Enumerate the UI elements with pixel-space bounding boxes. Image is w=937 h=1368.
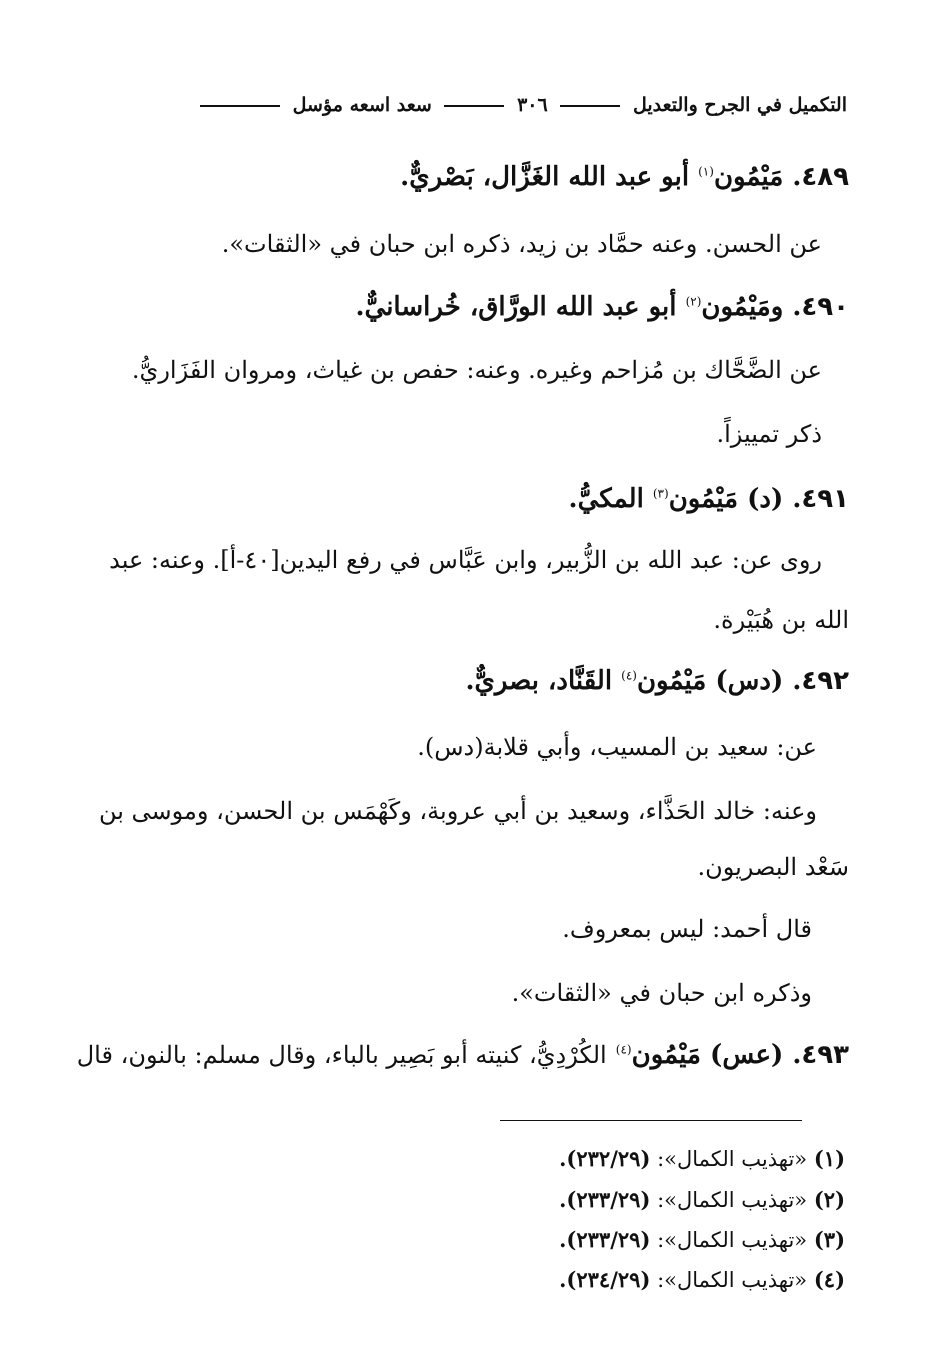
entry-number: ٤٨٩: [801, 162, 849, 192]
running-head-rule: [444, 105, 504, 107]
paragraph: عن: سعيد بن المسيب، وأبي قلابة(دس).: [417, 733, 817, 761]
footnote-reference: (٢٣٣/٢٩).: [559, 1187, 651, 1212]
running-head-title: التكميل في الجرح والتعديل: [632, 94, 847, 116]
footnote-reference: (٢٣٣/٢٩).: [559, 1227, 651, 1252]
paragraph: عن الضَّحَّاك بن مُزاحم وغيره. وعنه: حفص بن غياث، ومروان الفَزَاريُّ.: [131, 356, 822, 384]
entry-number: ٤٩٣: [801, 1040, 849, 1070]
footnote-2: [559, 1187, 845, 1212]
footnote-label: (٤): [813, 1267, 845, 1292]
running-head-decor: سعد اسعه مؤسل: [292, 94, 432, 116]
entry-heading-490: ٤٩٠. ومَيْمُون$^{(٢)}$ أبو عبد الله الورَّاق، خُراسانيٌّ.: [355, 292, 849, 322]
footnote-marker: (٣): [652, 486, 669, 501]
footnote-label: (١): [813, 1146, 845, 1171]
paragraph: وذكره ابن حبان في «الثقات».: [511, 979, 812, 1007]
footnote-4: [559, 1267, 845, 1292]
footnote-1: [559, 1146, 845, 1171]
footnote-3: [559, 1227, 845, 1252]
entry-description: الكُرْدِيُّ، كنيته أبو بَصِير بالباء، وقال مسلم: بالنون، قال: [76, 1041, 607, 1069]
paragraph: ذكر تمييزاً.: [716, 420, 822, 448]
entry-name: مَيْمُون: [631, 1040, 701, 1070]
entry-heading-491: ٤٩١. (د) مَيْمُون$^{(٣)}$ المكيُّ.: [568, 484, 849, 514]
entry-description: القَنَّاد، بصريٌّ.: [465, 666, 613, 696]
entry-name: مَيْمُون: [713, 162, 784, 192]
entry-heading-493: ٤٩٣. (عس) مَيْمُون$^{(٤)}$ الكُرْدِيُّ، كنيته أبو بَصِير بالباء، وقال مسلم: بالنون، قال: [76, 1040, 849, 1070]
paragraph: سَعْد البصريون.: [697, 853, 849, 881]
footnote-text: «تهذيب الكمال»:: [657, 1147, 808, 1171]
paragraph: عن الحسن. وعنه حمَّاد بن زيد، ذكره ابن حبان في «الثقات».: [221, 230, 822, 258]
running-head: [194, 94, 847, 116]
footnote-label: (٢): [813, 1187, 845, 1212]
paragraph: روى عن: عبد الله بن الزُّبير، وابن عَبَّاس في رفع اليدين[٤٠-أ]. وعنه: عبد: [109, 546, 822, 574]
footnote-text: «تهذيب الكمال»:: [657, 1268, 808, 1292]
entry-description: المكيُّ.: [568, 484, 644, 514]
paragraph: قال أحمد: ليس بمعروف.: [562, 915, 812, 943]
entry-number: ٤٩٢: [801, 666, 849, 696]
entry-description: أبو عبد الله الورَّاق، خُراسانيٌّ.: [355, 292, 677, 322]
entry-number: ٤٩٠: [801, 292, 849, 322]
footnote-separator: [500, 1120, 802, 1121]
entry-name: ومَيْمُون: [701, 292, 784, 322]
footnote-marker: (١): [698, 164, 714, 179]
running-head-rule: [560, 105, 620, 107]
paragraph: الله بن هُبَيْرة.: [713, 606, 849, 634]
entry-siglum: (عس): [710, 1040, 784, 1070]
footnote-label: (٣): [813, 1227, 845, 1252]
entry-heading-489: ٤٨٩. مَيْمُون$^{(١)}$ أبو عبد الله الغَزَّال، بَصْريٌّ.: [400, 162, 849, 192]
footnote-reference: (٢٣٤/٢٩).: [559, 1267, 651, 1292]
footnote-text: «تهذيب الكمال»:: [657, 1188, 808, 1212]
entry-description: أبو عبد الله الغَزَّال، بَصْريٌّ.: [400, 162, 690, 192]
entry-heading-492: ٤٩٢. (دس) مَيْمُون$^{(٤)}$ القَنَّاد، بصريٌّ.: [465, 666, 849, 696]
footnote-text: «تهذيب الكمال»:: [657, 1228, 808, 1252]
entry-name: مَيْمُون: [668, 484, 739, 514]
footnote-marker: (٤): [621, 668, 637, 683]
footnote-marker: (٢): [685, 294, 702, 309]
page-number: ٣٠٦: [517, 94, 548, 116]
footnote-marker: (٤): [615, 1042, 632, 1057]
entry-siglum: (دس): [715, 666, 784, 696]
entry-name: مَيْمُون: [636, 666, 707, 696]
footnote-reference: (٢٣٢/٢٩).: [559, 1146, 651, 1171]
entry-siglum: (د): [747, 484, 784, 514]
entry-number: ٤٩١: [801, 484, 849, 514]
paragraph: وعنه: خالد الحَذَّاء، وسعيد بن أبي عروبة، وكَهْمَس بن الحسن، وموسى بن: [98, 797, 817, 825]
running-head-rule: [200, 105, 280, 107]
